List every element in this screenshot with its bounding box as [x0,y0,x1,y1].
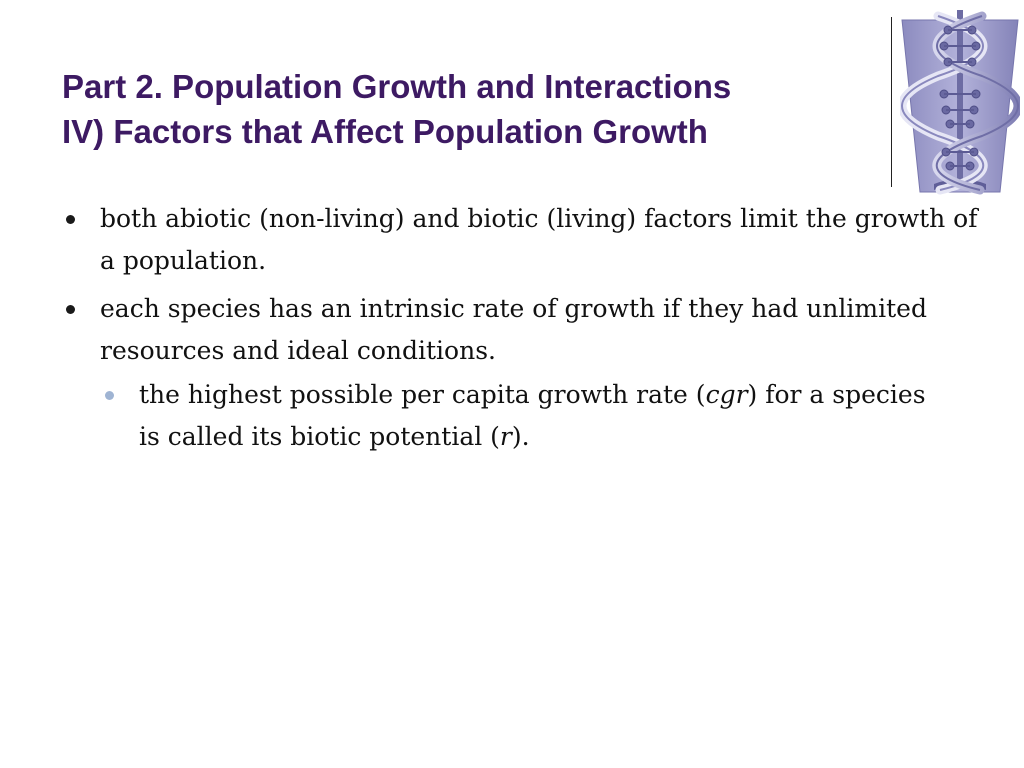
title-divider [891,17,892,187]
slide-title-line-2: IV) Factors that Affect Population Growth [62,113,708,150]
bullet-text: each species has an intrinsic rate of growth if they had unlimited resources and ideal conditions. [100,294,927,365]
bullet-item [0,288,1024,372]
cgr-term: cgr [705,380,748,409]
bullet-list [0,198,1024,458]
r-term: r [499,422,512,451]
bullet-dot-icon [66,305,75,314]
bullet-dot-icon [66,215,75,224]
bullet-text: both abiotic (non-living) and biotic (living) factors limit the growth of a population. [100,204,978,275]
sub-bullet-dot-icon [105,391,114,400]
sub-bullet-text-part1: the highest possible per capita growth rate ( [139,380,706,409]
sub-bullet-text-part3: ). [511,422,530,451]
sub-bullet-text [139,380,926,451]
bullet-item [0,198,1024,282]
slide-title-line-1: Part 2. Population Growth and Interactions [62,68,732,105]
dna-helix-icon [900,6,1020,198]
sub-bullet-text-part2: ) for a species is called its biotic potential ( [139,380,926,451]
sub-bullet-item [0,374,1024,458]
slide-title [62,64,882,154]
